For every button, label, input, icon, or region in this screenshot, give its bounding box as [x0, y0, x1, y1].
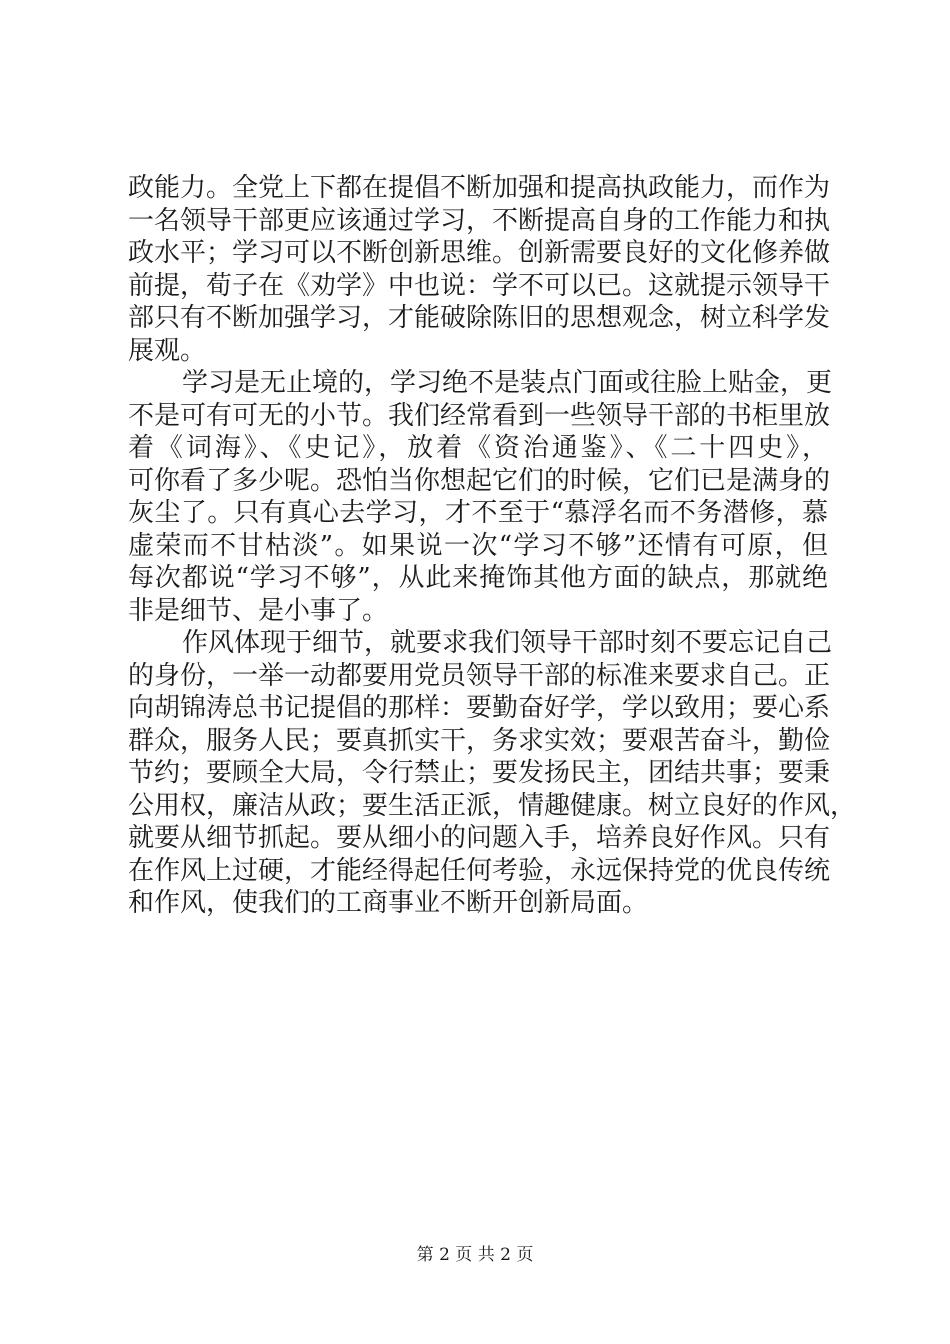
- text-line: 公用权，廉洁从政；要生活正派，情趣健康。树立良好的作风，: [128, 790, 857, 821]
- paragraph-3: [128, 627, 857, 920]
- page-number-label: 第 2 页 共 2 页: [416, 1245, 534, 1265]
- text-line: 向胡锦涛总书记提倡的那样：要勤奋好学，学以致用；要心系: [128, 693, 831, 723]
- paragraph-2: [128, 367, 833, 627]
- text-line: 的身份，一举一动都要用党员领导干部的标准来要求自己。正: [128, 660, 831, 691]
- text-line: 学习是无止境的，学习绝不是装点门面或往脸上贴金，更: [182, 368, 833, 398]
- paragraph-1: [128, 172, 831, 367]
- body-text: [128, 172, 857, 920]
- text-line: 展观。: [128, 335, 207, 366]
- text-line: 节约；要顾全大局，令行禁止；要发扬民主，团结共事；要秉: [128, 758, 831, 788]
- text-line: 就要从细节抓起。要从细小的问题入手，培养良好作风。只有: [128, 823, 831, 853]
- text-line: 作风体现于细节，就要求我们领导干部时刻不要忘记自己: [182, 628, 833, 658]
- text-line: 虚荣而不甘枯淡”。如果说一次“学习不够”还情有可原，但: [128, 530, 828, 561]
- text-line: 群众，服务人民；要真抓实干，务求实效；要艰苦奋斗，勤俭: [128, 725, 831, 756]
- text-line: 和作风，使我们的工商事业不断开创新局面。: [128, 888, 649, 918]
- text-line: 政水平；学习可以不断创新思维。创新需要良好的文化修养做: [128, 238, 831, 268]
- page-footer: [0, 1244, 950, 1266]
- text-line: 非是细节、是小事了。: [128, 595, 389, 626]
- text-line: 灰尘了。只有真心去学习，才不至于“慕浮名而不务潜修，慕: [128, 498, 828, 528]
- text-line: 不是可有可无的小节。我们经常看到一些领导干部的书柜里放: [128, 400, 831, 431]
- text-line: 在作风上过硬，才能经得起任何考验，永远保持党的优良传统: [128, 855, 831, 886]
- text-line: 每次都说“学习不够”，从此来掩饰其他方面的缺点，那就绝: [128, 563, 828, 593]
- text-line: 一名领导干部更应该通过学习，不断提高自身的工作能力和执: [128, 205, 831, 236]
- text-line: 前提，荀子在《劝学》中也说：学不可以已。这就提示领导干: [128, 270, 831, 301]
- text-line: 政能力。全党上下都在提倡不断加强和提高执政能力，而作为: [128, 173, 831, 203]
- text-line: 部只有不断加强学习，才能破除陈旧的思想观念，树立科学发: [128, 303, 831, 333]
- text-line: 着《词海》、《史记》，放着《资治通鉴》、《二十四史》，: [128, 433, 828, 463]
- text-line: 可你看了多少呢。恐怕当你想起它们的时候，它们已是满身的: [128, 465, 831, 496]
